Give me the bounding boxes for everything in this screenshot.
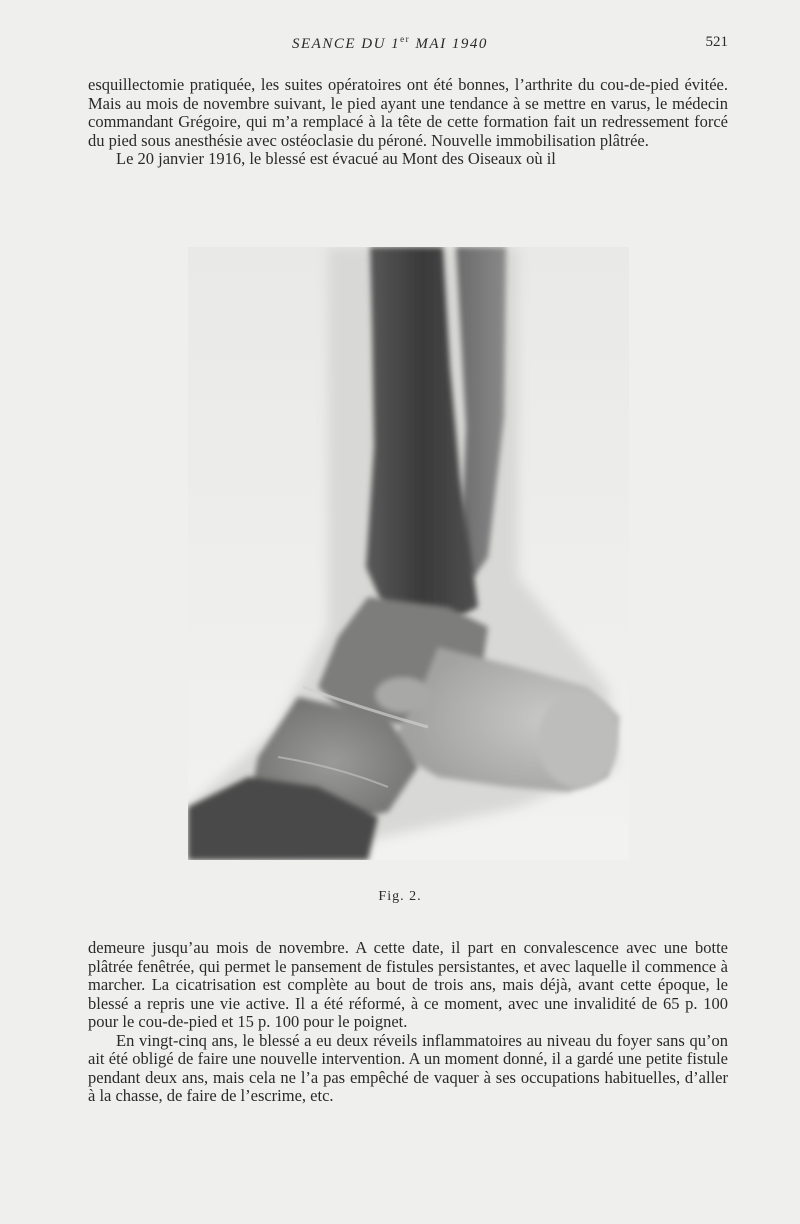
running-head — [0, 34, 800, 54]
running-title-end: MAI 1940 — [410, 36, 488, 52]
paragraph: Le 20 janvier 1916, le blessé est évacué au Mont des Oiseaux où il — [116, 149, 556, 168]
paragraph: En vingt-cinq ans, le blessé a eu deux réveils inflammatoires au niveau du foyer sans qu’on ait été obligé de faire une nouvelle intervention. A un moment donné, il a gardé une petite fistule pendant deux ans, mais cela ne l’a pas empêché de vaquer à ses occupations habituelles, d’aller à la chasse, de faire de l’escrime, etc. — [88, 1030, 728, 1105]
running-title-sup: er — [400, 34, 411, 44]
text-block-top — [88, 76, 728, 169]
ankle-xray-image — [188, 247, 629, 860]
paragraph: demeure jusqu’au mois de novembre. A cette date, il part en convalescence avec une botte plâtrée fenêtrée, qui permet le pansement de fistules persistantes, et avec laquelle il commence à marcher. La cicatrisation est complète au bout de trois ans, mais déjà, avant cette époque, le blessé a repris une vie active. Il a été réformé, à ce moment, avec une invalidité de 65 p. 100 pour le cou-de-pied et 15 p. 100 pour le poignet. — [88, 938, 728, 1031]
running-title — [292, 34, 488, 53]
paragraph: esquillectomie pratiquée, les suites opératoires ont été bonnes, l’arthrite du cou-de-pied évitée. Mais au mois de novembre suivant, le pied ayant une tendance à se mettre en varus, le médecin commandant Grégoire, qui m’a remplacé à la tête de cette formation fait un redressement forcé du pied sous anesthésie avec ostéoclasie du péroné. Nouvelle immobilisation plâtrée. — [88, 75, 728, 150]
figure-caption: Fig. 2. — [378, 889, 422, 904]
page-number: 521 — [705, 34, 728, 50]
running-title-main: SEANCE DU 1 — [292, 36, 401, 52]
xray-figure — [188, 247, 629, 860]
text-block-bottom — [88, 939, 728, 1106]
